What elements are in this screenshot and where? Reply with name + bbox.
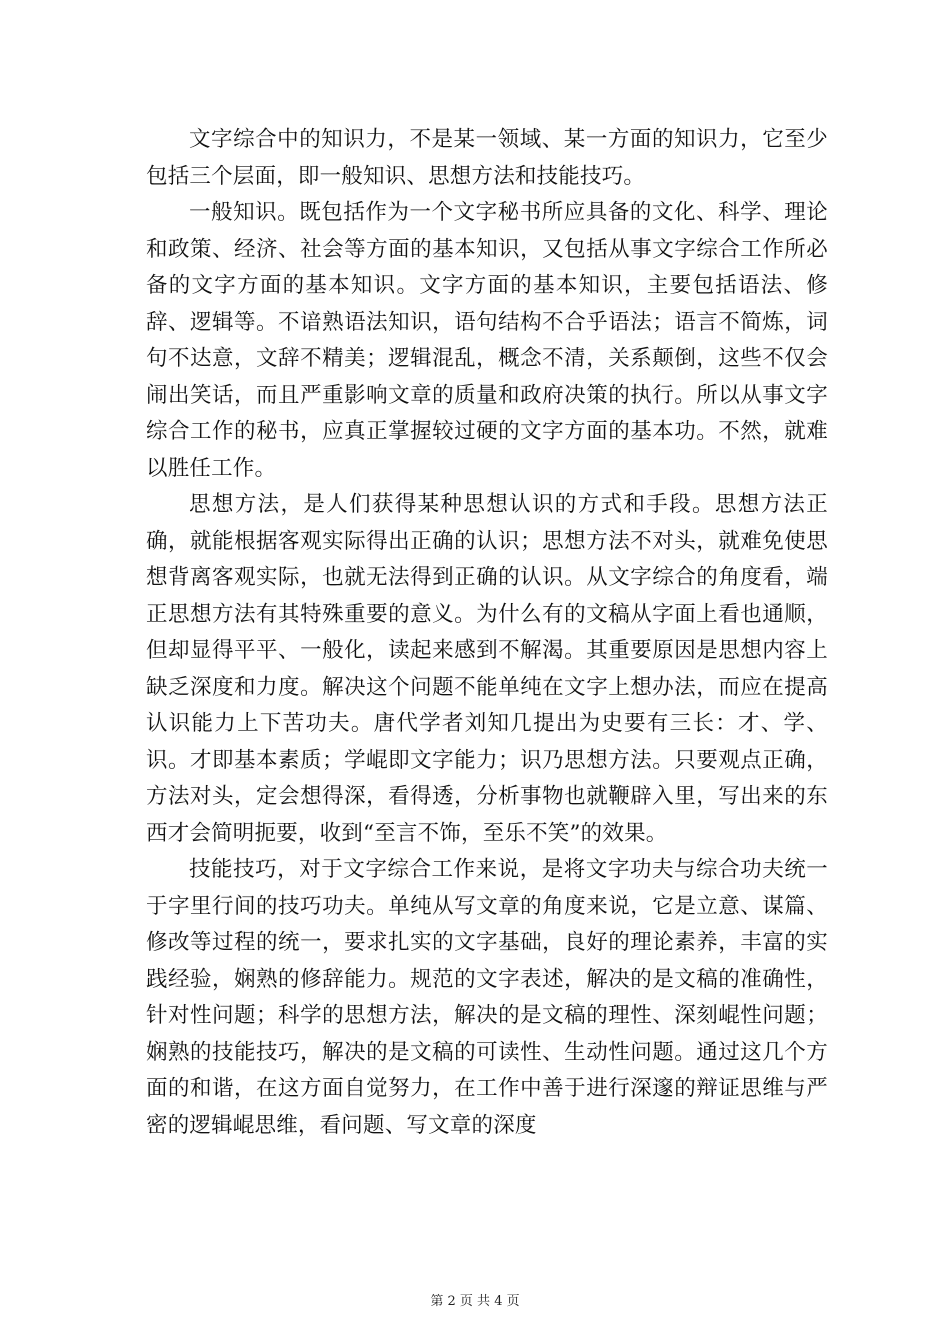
- document-body: [146, 122, 828, 1144]
- paragraph-4: 技能技巧，对于文字综合工作来说，是将文字功夫与综合功夫统一于字里行间的技巧功夫。单纯从写文章的角度来说，它是立意、谋篇、修改等过程的统一，要求扎实的文字基础，良好的理论素养，丰富的实践经验，娴熟的修辞能力。规范的文字表述，解决的是文稿的准确性，针对性问题；科学的思想方法，解决的是文稿的理性、深刻崐性问题；娴熟的技能技巧，解决的是文稿的可读性、生动性问题。通过这几个方面的和谐，在这方面自觉努力，在工作中善于进行深邃的辩证思维与严密的逻辑崐思维，看问题、写文章的深度: [146, 857, 828, 1138]
- paragraph-3: 思想方法，是人们获得某种思想认识的方式和手段。思想方法正确，就能根据客观实际得出正确的认识；思想方法不对头，就难免使思想背离客观实际，也就无法得到正确的认识。从文字综合的角度看，端正思想方法有其特殊重要的意义。为什么有的文稿从字面上看也通顺，但却显得平平、一般化，读起来感到不解渴。其重要原因是思想内容上缺乏深度和力度。解决这个问题不能单纯在文字上想办法，而应在提高认识能力上下苦功夫。唐代学者刘知几提出为史要有三长：才、学、识。才即基本素质；学崐即文字能力；识乃思想方法。只要观点正确，方法对头，定会想得深，看得透，分析事物也就鞭辟入里，写出来的东西才会简明扼要，收到“至言不饰，至乐不笑”的效果。: [146, 492, 828, 846]
- paragraph-1: 文字综合中的知识力，不是某一领域、某一方面的知识力，它至少包括三个层面，即一般知识、思想方法和技能技巧。: [146, 127, 828, 189]
- page-number-footer: 第 2 页 共 4 页: [430, 1294, 520, 1309]
- paragraph-2: 一般知识。既包括作为一个文字秘书所应具备的文化、科学、理论和政策、经济、社会等方面的基本知识，又包括从事文字综合工作所必备的文字方面的基本知识。文字方面的基本知识，主要包括语法、修辞、逻辑等。不谙熟语法知识，语句结构不合乎语法；语言不简炼，词句不达意，文辞不精美；逻辑混乱，概念不清，关系颠倒，这些不仅会闹出笑话，而且严重影响文章的质量和政府决策的执行。所以从事文字综合工作的秘书，应真正掌握较过硬的文字方面的基本功。不然，就难以胜任工作。: [146, 200, 828, 481]
